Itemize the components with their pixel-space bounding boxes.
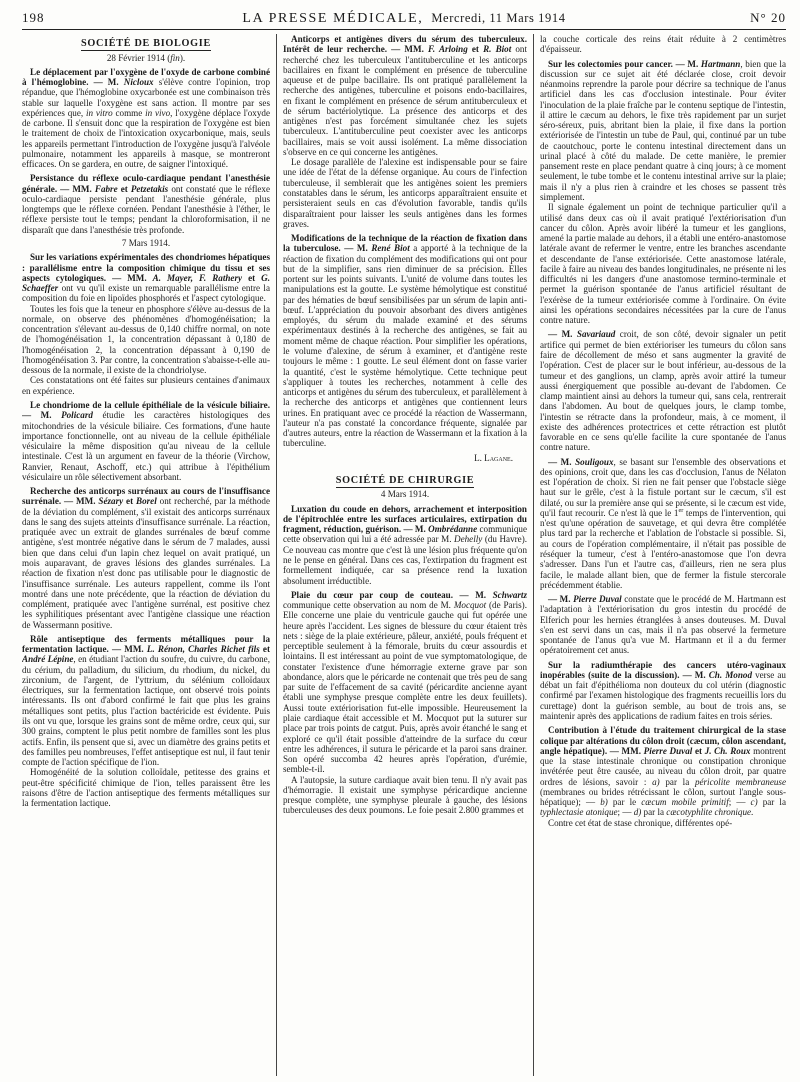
paragraph [283, 775, 527, 816]
author-name: F. Arloing [427, 44, 468, 55]
paragraph [22, 304, 270, 376]
body-text: Contre cet état de stase chronique, différentes opé- [548, 817, 733, 828]
report-signature: L. Lagane. [474, 452, 513, 463]
communication-title: Sur les variations expérimentales des chondriomes hépatiques : parallélisme entre la composition chimique du tissu et ses aspects cytologiques. — MM. [22, 252, 270, 283]
body-text: la couche corticale des reins était réduite à 2 centimètres d'épaisseur. [540, 34, 786, 55]
column-divider [533, 34, 534, 1076]
body-text: communique cette observation qui lui a été adressée par M. [283, 524, 527, 545]
italic-text: in vitro [85, 107, 113, 118]
communication-title: et [692, 745, 705, 756]
communication-paragraph [283, 233, 527, 449]
italic-text: typhlectasie atonique [540, 807, 618, 818]
body-text: Le dosage parallèle de l'alexine est indispensable pour se faire une idée de l'état de la défense organique. Au cours de l'infection tuberculeuse, il semblerait que les antigènes soient les premiers constatables dans le sérum, les anticorps apparaîtraient ensuite et persisteraient seuls en cas d'évolution favorable, tandis qu'ils disparaîtraient pour laisser les seuls antigènes dans les formes graves. [283, 157, 527, 229]
communication-title: Contribution à l'étude du traitement chirurgical de la stase colique par altérations du côlon droit (cæcum, côlon ascendant, angle hépatique). — MM. [540, 725, 786, 756]
communication-paragraph [540, 329, 786, 452]
body-text: a apporté à la technique de la réaction de fixation du complément des modifications qui ont pour but de la simplifier, sans rien diminuer de sa précision. Elles portent sur les points suivants. L'unité de volume dans toutes les manipulations est la goutte. Le système hémolytique est constitué par des hématies de bœuf sensibilisées par un sérum de lapin anti-bœuf. L'appréciation du pouvoir absorbant des divers antigènes employés, du sérum du malade examiné et des sérums expérimentaux destinés à la recherche des antigènes, se fait au moment même de chaque réaction. Pour simplifier les opérations, le volume d'alexine, de sérum à examiner, et d'antigène reste toujours le même : 1 goutte. Le seul élément dont on fasse varier la quantité, c'est le système hémolytique. Cette technique peut s'appliquer à toutes les recherches, notamment à celle des anticorps et antigènes du sérum des tuberculeux, et parallèlement à la recherche des anticorps et antigènes que contiennent leurs urines. En pratiquant avec ce procédé la réaction de Wassermann, l'auteur n'a pas constaté la concordance fréquente, signalée par d'autres auteurs, entre la réaction de Wassermann et la fixation à la tuberculine. [283, 243, 527, 449]
body-text: , en étudiant l'action du soufre, du cuivre, du carbone, du cérium, du palladium, du silicium, du rhodium, du nickel, du zirconium, de l'argent, de l'yttrium, du sélénium colloïdaux électriques, sur la fermentation lactique, ont observé trois points intéressants. Ils ont d'abord confirmé le fait que plus les grains métalliques sont petits, plus l'action bactéricide est évidente. Puis ils ont vu que, lorsque les grains sont de même ordre, ceux qui, sur 300 grains, comptent le plus petit nombre de familles sont les plus actifs. Enfin, ils pensent que si, avec un diamètre des grains petits et des familles peu nombreuses, l'effet antiseptique est nul, il faut tenir compte de l'action spécifique de l'ion. [22, 654, 270, 768]
session-date [283, 489, 527, 499]
body-text: A l'autopsie, la suture cardiaque avait bien tenu. Il n'y avait pas d'hémorragie. Il existait une symphyse péricardique ancienne presque complète, une symphyse pleurale à gauche, des lésions tuberculeuses des deux poumons. Le foie pesait 2.800 grammes et [283, 774, 527, 816]
session-date [22, 238, 270, 248]
column-1 [22, 34, 270, 1076]
italic-text: d) [633, 807, 642, 818]
communication-title: Modifications de la technique de la réaction de fixation dans la tuberculose. — M. [283, 233, 527, 254]
journal-title: LA PRESSE MÉDICALE, [242, 11, 424, 26]
communication-title: Luxation du coude en dehors, arrachement et interposition de l'épitrochlée entre les surfaces articulaires, extirpation du fragment, réduction, guérison. — M. [283, 503, 527, 535]
body-text: par la [641, 807, 667, 818]
italic-text: b) [600, 797, 608, 808]
communication-title: et [242, 272, 262, 283]
society-heading-text: SOCIÉTÉ DE CHIRURGIE [335, 474, 475, 486]
society-heading-text: SOCIÉTÉ DE BIOLOGIE [81, 38, 211, 49]
paragraph [283, 157, 527, 229]
communication-title: et [117, 183, 131, 194]
communication-paragraph [283, 34, 527, 157]
communication-title: — M. [548, 594, 574, 605]
body-text: ; — [728, 797, 751, 808]
communication-title: Sur la radiumthérapie des cancers utéro-vaginaux inopérables (suite de la discussion). — M. [540, 659, 786, 680]
communication-paragraph [22, 634, 270, 767]
society-heading [22, 38, 270, 50]
communication-paragraph [540, 660, 786, 722]
header-rule [22, 29, 786, 30]
author-name: Pierre Duval [643, 745, 693, 756]
author-name: R. Biot [483, 44, 512, 55]
italic-text: cæcotyphlite chronique [666, 807, 752, 818]
communication-paragraph [540, 457, 786, 590]
journal-masthead [22, 9, 786, 27]
communication-title: — M. [548, 456, 576, 467]
body-text: 28 Février 1914 ( [106, 52, 171, 63]
body-text: , bien que la discussion sur ce sujet ait été déclarée close, croit devoir néanmoins reprendre la parole pour décrire sa technique de l'anus artificiel dans les cas d'occlusion intestinale. Pour éviter l'inoculation de la plaie fraîche par le contenu septique de l'intestin, il attire le cæcum au dehors, le fixe très rapidement par un surjet séro-séreux, puis, abritant bien la plaie, il fixe dans la portion extériorisée de l'intestin un tube de Paul, qui, continué par un tube de caoutchouc, porte le contenu intestinal directement dans un urinal placé à côté du malade. De cette manière, le premier pansement reste en place pendant quatre à cinq jours; à ce moment seulement, le tube tombe et le contenu intestinal arrive sur la plaie; mais il n'y a plus rien à craindre et les choses se passent très simplement. [540, 58, 786, 202]
body-text: (de Paris). Elle concerne une plaie du ventricule gauche qui fut opérée une heure après l'accident. Les signes de blessure du cœur étaient très nets : siège de la plaie extérieure, pâleur, anxiété, pouls fréquent et perceptible seulement à la fémorale, bruits du cœur assourdis et lointains. Il est intéressant au point de vue symptomatologique, de constater l'existence d'une hémorragie externe grave par son abondance, alors que le péricarde ne contenait que très peu de sang par suite de l'effacement de sa cavité (péricardite ancienne ayant établi une symphyse presque complète entre les deux feuillets). Aussi toute extériorisation fut-elle impossible. Heureusement la plaie cardiaque était accessible et M. Mocquot put la suturer sur place par trois points de catgut. Puis, après avoir étanché le sang et exploré ce qu'il était possible d'atteindre de la surface du cœur entre les adhérences, il sutura le péricarde et la paroi sans drainer. Son opéré succomba 42 heures après l'opération, d'urémie, semble-t-il. [283, 600, 527, 775]
italic-text: fin [170, 52, 180, 63]
body-text: , se basant sur l'ensemble des observations et des opinions, croit que, dans les cas d'occlusion, l'anus de Nélaton est l'opération de choix. Si rien ne fait penser que l'obstacle siège haut sur le grêle, c'est à la fistule portant sur le cæcum, s'il est dilaté, ou sur la première anse qui se présente, si le cæcum est vide, qu'il faut recourir. Ce n'est là que le 1 [540, 456, 786, 518]
body-text: Il signale également un point de technique particulier qu'il a utilisé dans deux cas où il avait pratiqué l'extériorisation d'un cancer du côlon. Après avoir libéré la tumeur et les ganglions, amené la partie malade au dehors, il a établi une entéro-anastomose latérale avant de refermer le ventre, entre les branches ascendante et descendante de l'anse extériorisée. Cette anastomose latérale, facile à faire au niveau des bandes longitudinales, ne présente ni les difficultés ni les dangers d'une anastomose termino-terminale et permet la guérison spontanée de l'anus artificiel résultant de l'exérèse de la tumeur extériorisée comme à l'ordinaire. On évite ainsi les opérations secondaires nécessitées par la cure de l'anus contre nature. [540, 202, 786, 326]
paragraph [22, 375, 270, 396]
body-text: par la [659, 776, 695, 787]
body-text: par la [757, 797, 786, 808]
author-name: Pierre Duval [573, 594, 622, 605]
author-name: Ombrédanne [428, 524, 478, 535]
body-text: Toutes les fois que la teneur en phosphore s'élève au-dessus de la normale, on observe des phénomènes d'homogénéisation; la concentration s'élevant au-dessus de 0,140 chiffre normal, on note de l'homogénéisation 1, la concentration dépassant à 0,180 de l'homogénéisation 2, la concentration dépassant à 0,190 de l'homogénéisation 3. Par contre, la concentration s'abaisse-t-elle au-dessous de la normale, il existe de la chondriolyse. [22, 303, 270, 376]
continued-paragraph [540, 34, 786, 55]
issue-number: N° 20 [750, 10, 786, 25]
body-text: temps de l'intervention, qui n'est qu'une opération de sauvetage, et qui devra être complétée plus tard par la recherche et l'ablation de l'obstacle si possible. Si, au cours de l'opération complémentaire, il n'était pas possible de réséquer la tumeur, c'est à l'entéro-anastomose que l'on devra s'adresser. Dans l'un et l'autre cas, d'ailleurs, rien ne sera plus facile, le malade allant bien, que de fermer la fistule stercorale précédemment établie. [540, 507, 786, 590]
page-number: 198 [22, 10, 45, 25]
communication-title: Plaie du cœur par coup de couteau. — M. [291, 589, 493, 600]
communication-title: Rôle antiseptique des ferments métalliques pour la fermentation lactique. — MM. [22, 633, 270, 655]
body-text: comme [112, 107, 146, 118]
body-text: . [751, 807, 754, 818]
communication-title: Le chondriome de la cellule épithéliale de la vésicule biliaire. — M. [22, 400, 270, 421]
body-text: 4 Mars 1914. [380, 489, 430, 500]
column-2 [283, 34, 527, 1076]
communication-paragraph [22, 486, 270, 630]
body-text: ont recherché, par la méthode de la déviation du complément, s'il existait des anticorps surrénaux dans le sang des sujets atteints d'insuffisance surrénale. La réaction, pratiquée avec un extrait de glandes surrénales de bœuf comme antigène, s'est montrée négative dans le sérum de 7 malades, aussi bien que dans celui d'un lapin chez lequel on avait pratiqué, un mois auparavant, de graves lésions des glandes surrénales. La réaction de fixation n'est donc pas utilisable pour le diagnostic de l'insuffisance surrénale. Les auteurs rappellent, comme ils l'ont montré dans une note précédente, que la réaction de déviation du complément, pratiquée avec l'antigène surrénal, est positive chez les syphilitiques présentant avec l'antigène classique une réaction de Wassermann positive. [22, 496, 270, 630]
author-name: André Lépine [22, 654, 74, 665]
author-name: Sézary [98, 496, 124, 507]
author-name: J. Ch. Roux [704, 745, 751, 756]
body-text: Homogénéité de la solution colloïdale, petitesse des grains et peut-être spécificité chimique de l'ion, telles paraissent être les raisons d'être de l'action antiseptique des ferments métalliques sur la fermentation lactique. [22, 767, 270, 809]
body-text: (membranes ou brides rétrécissant le côlon, surtout l'angle sous-hépatique); — [540, 786, 786, 808]
author-name: Savariaud [576, 329, 616, 340]
author-name: Borel [136, 496, 157, 507]
communication-title: et [259, 644, 270, 655]
italic-text: péricolite membraneuse [694, 776, 786, 787]
italic-text: a) [652, 776, 660, 787]
italic-text: in vivo [145, 107, 171, 118]
author-name: Policard [61, 410, 93, 421]
author-name: Petzetakis [130, 183, 169, 194]
body-text: par le [607, 797, 642, 808]
communication-title: Recherche des anticorps surrénaux au cours de l'insuffisance surrénale. — MM. [22, 486, 270, 507]
body-text: constate que le procédé de M. Hartmann est l'adaptation à l'extériorisation du gros intestin du procédé de Elferich pour les hernies étranglées à anses douteuses. M. Duval s'en est servi dans un cas, mais il n'a pas observé la fermeture spontanée de l'anus qu'a vue M. Hartmann et il a du fermer opératoirement cet anus. [540, 594, 786, 656]
communication-title: Persistance du réflexe oculo-cardiaque pendant l'anesthésie générale. — MM. [22, 173, 270, 194]
italic-text: Dehelly [454, 534, 483, 545]
body-text: ). [179, 52, 186, 63]
communication-title: Anticorps et antigènes divers du sérum des tuberculeux. Intérêt de leur recherche. — MM. [283, 34, 527, 55]
author-name: Ch. Monod [708, 669, 752, 680]
author-name: L. Rénon, Charles Richet fils [146, 644, 260, 655]
author-name: René Biot [371, 243, 410, 254]
paragraph [22, 767, 270, 808]
superscript: er [678, 506, 684, 514]
session-date [22, 53, 270, 63]
communication-title: Le déplacement par l'oxygène de l'oxyde de carbone combiné à l'hémoglobine. — M. [22, 66, 270, 88]
body-text: montrent que la stase intestinale chronique ou constipation chronique invétérée peut être causée, au niveau du côlon droit, par quatre ordres de lésions, savoir : [540, 745, 786, 787]
paragraph [540, 818, 786, 828]
communication-paragraph [22, 252, 270, 303]
page-header [22, 8, 786, 28]
body-text: étudie les caractères histologiques des mitochondries de la vésicule biliaire. Ces formations, d'une haute importance fonctionnelle, ont au niveau de la cellule épithéliale vésiculaire la même disposition qu'au niveau de la cellule intestinale. C'est là un argument en faveur de la théorie (Virchow, Ranvier, Renaut, Aschoff, etc.) qui attribue à l'épithélium vésiculaire un rôle sélectivement absorbant. [22, 410, 270, 482]
paragraph [540, 202, 786, 325]
communication-paragraph [540, 594, 786, 656]
body-text: verse au débat un fait d'épithélioma non douteux du col utérin (diagnostic confirmé par l'examen histologique des fragments recueillis lors du curettage) dont la guérison semble, au bout de trois ans, se maintenir après des applications de radium faites en trois séries. [540, 669, 786, 721]
column-3 [540, 34, 786, 1076]
communication-paragraph [22, 67, 270, 170]
author-name: G. Schaeffer [22, 272, 270, 294]
body-text: (du Havre). Ce nouveau cas montre que c'est là une lésion plus fréquente qu'on ne le pense en général. Dans ces cas, l'extirpation du fragment est formellement indiquée, car sa présence rend la luxation absolument irréductible. [283, 534, 527, 586]
communication-title: Sur les colectomies pour cancer. — M. [548, 58, 701, 69]
italic-text: Mocquot [453, 600, 487, 611]
author-name: Hartmann [700, 58, 741, 69]
author-name: Fabre [94, 183, 118, 194]
body-text: ont vu qu'il existe un remarquable parallélisme entre la composition du foie en lipoïdes phosphorés et l'aspect cytologique. [22, 283, 270, 304]
body-text: 7 Mars 1914. [121, 238, 171, 249]
communication-paragraph [22, 400, 270, 482]
communication-paragraph [283, 504, 527, 586]
italic-text: c) [750, 797, 758, 808]
body-text: communique cette observation au nom de M. [283, 600, 454, 611]
author-name: Nicloux [123, 77, 154, 88]
author-name: A. Mayer, F. Rathery [152, 272, 243, 283]
communication-title: — M. [548, 329, 577, 340]
communication-paragraph [540, 725, 786, 817]
italic-text: cæcum mobile primitif [641, 797, 729, 808]
column-divider [276, 34, 277, 1076]
author-name: Souligoux [575, 456, 614, 467]
body-text: ont recherché chez les tuberculeux l'antituberculine et les anticorps bacillaires en fixant le complément en présence de tuberculine aqueuse et de pulpe bacillaire. Ils ont pratiqué parallèlement la recherche des antigènes, tuberculine et poisons endo-bacillaires, en fixant le complément en présence de sérum antituberculeux et de sérum bactériolytique. La présence des anticorps et des antigènes n'est pas forcément simultanée chez les sujets tuberculeux. L'antituberculine peut coexister avec les anticorps bacillaires, mais se voit aussi isolément. La même dissociation s'observe en ce qui concerne les antigènes. [283, 44, 527, 157]
issue-date: Mercredi, 11 Mars 1914 [431, 11, 566, 25]
communication-paragraph [22, 173, 270, 235]
author-name: Schwartz [492, 589, 527, 600]
body-text: ; — [617, 807, 634, 818]
body-text: ont constaté que le réflexe oculo-cardiaque persiste pendant l'anesthésie générale, plus longtemps que le réflexe cornéen. Pendant l'anesthésie à l'éther, le réflexe persiste tout le temps; pendant la chloroformisation, il ne disparaît que dans l'anesthésie très profonde. [22, 183, 270, 235]
communication-paragraph [540, 59, 786, 203]
body-text: croit, de son côté, devoir signaler un petit artifice qui permet de bien extérioriser les tumeurs du côlon sans faire de décollement de méso et sans augmenter la gravité de l'opération. C'est de placer sur le bout inférieur, au-dessous de la tumeur et des ganglions, un clamp, après avoir attiré la tumeur aussi énergiquement que possible au-devant de l'abdomen. Ce clamp maintient ainsi au dehors la tumeur qui, sans cela, rentrerait dans l'abdomen. Au bout de quelques jours, le clamp tombe, l'intestin se rétracte dans la profondeur, mais, à ce moment, il existe des adhérences protectrices et cette rétraction est plutôt favorable en ce sens qu'elle facilite la cure spontanée de l'anus contre nature. [540, 329, 786, 453]
communication-paragraph [283, 590, 527, 775]
body-text: s'élève contre l'opinion, trop répandue, que l'hémoglobine oxycarbonée est une combinaison très stable sur laquelle l'oxygène est sans action. Il montre par ses expériences que, [22, 77, 270, 118]
communication-title: et [123, 496, 137, 507]
body-text: , l'oxygène déplace l'oxyde de carbone. Il s'ensuit donc que la respiration de l'oxygène est bien le traitement de choix de l'intoxication oxycarbonique, mais, seuls les appareils permettant l'introduction de l'oxygène jusqu'à l'alvéole pulmonaire, notamment les appareils à masque, se montreront efficaces. On se gardera, en outre, de saigner l'intoxiqué. [22, 107, 270, 170]
communication-title: et [467, 44, 484, 55]
society-heading [283, 475, 527, 487]
body-text: Ces constatations ont été faites sur plusieurs centaines d'animaux en expérience. [22, 375, 270, 396]
